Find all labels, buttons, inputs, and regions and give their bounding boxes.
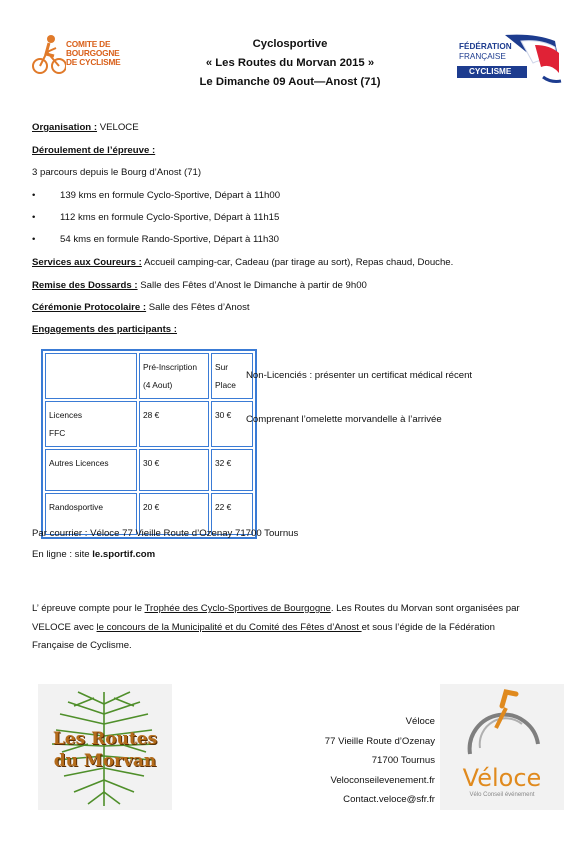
trophee-paragraph: [32, 600, 552, 656]
bullet-icon: •: [32, 212, 36, 223]
table-row: [45, 449, 253, 491]
table-cell: 32 €: [211, 449, 253, 491]
veloce-logo-tagline: Vélo Conseil événement: [469, 792, 535, 798]
comite-line-1: COMITE DE: [66, 39, 111, 49]
services-line: [32, 257, 453, 268]
engagements-table: [41, 349, 257, 539]
parcours-item: 112 kms en formule Cyclo-Sportive, Départ à 11h15: [60, 212, 280, 223]
paragraph-text: VELOCE avec: [32, 621, 97, 633]
table-cell: Licences FFC: [45, 401, 137, 447]
table-cell: 30 €: [139, 449, 209, 491]
bullet-icon: •: [32, 190, 36, 201]
non-licencies-note: Non-Licenciés : présenter un certificat médical récent: [246, 370, 473, 381]
header-line-3: Le Dimanche 09 Aout—Anost (71): [199, 76, 381, 88]
bullet-icon: •: [32, 234, 36, 245]
table-cell: 28 €: [139, 401, 209, 447]
dossards-line: [32, 280, 367, 291]
organisation-line: [32, 122, 139, 133]
footer-line: 77 Vieille Route d’Ozenay: [324, 735, 435, 747]
table-header-cell: Sur Place: [211, 353, 253, 399]
table-cell: 20 €: [139, 493, 209, 535]
table-cell: 30 €: [211, 401, 253, 447]
deroulement-label-line: [32, 145, 155, 156]
paragraph-text: L’ épreuve compte pour le: [32, 603, 145, 614]
deroulement-intro: 3 parcours depuis le Bourg d’Anost (71): [32, 167, 202, 178]
veloce-logo-title: Véloce: [462, 764, 542, 792]
enligne-prefix: En ligne : site: [32, 549, 93, 560]
services-label: Services aux Coureurs :: [32, 257, 142, 268]
paragraph-text: . Les Routes du Morvan sont organisées par: [330, 603, 520, 614]
footer-line: 71700 Tournus: [371, 755, 435, 766]
enligne-line: [32, 549, 155, 560]
ffc-logo: [455, 33, 563, 89]
engagements-label: Engagements des participants :: [32, 324, 178, 335]
header-line-1: Cyclosportive: [252, 38, 328, 50]
table-header-cell: [45, 353, 137, 399]
footer-contact: [325, 712, 435, 810]
ceremonie-line: [32, 302, 250, 313]
table-header-cell: Pré-Inscription (4 Aout): [139, 353, 209, 399]
comite-line-3: DE CYCLISME: [66, 57, 121, 67]
paragraph-text: et sous l’égide de la Fédération: [361, 621, 495, 633]
concours-link[interactable]: le concours de la Municipalité et du Comité des Fêtes d’Anost: [96, 621, 362, 633]
table-cell: 22 €: [211, 493, 253, 535]
comite-line-2: BOURGOGNE: [66, 48, 120, 58]
parcours-item: 54 kms en formule Rando-Sportive, Départ à 11h30: [60, 234, 279, 245]
dossards-value: Salle des Fêtes d’Anost le Dimanche à partir de 9h00: [137, 280, 367, 291]
header-line-2: « Les Routes du Morvan 2015 »: [205, 57, 375, 69]
trophee-link[interactable]: Trophée des Cyclo-Sportives de Bourgogne: [144, 603, 331, 614]
page-header: [140, 35, 440, 92]
footer-line: Véloce: [405, 716, 435, 727]
ceremonie-label: Cérémonie Protocolaire :: [32, 302, 147, 313]
services-value: Accueil camping-car, Cadeau (par tirage au sort), Repas chaud, Douche.: [141, 257, 454, 268]
ffc-line-2: FRANÇAISE: [459, 52, 506, 61]
routes-logo-line-1: Les Routes: [52, 729, 158, 749]
omelette-note: Comprenant l’omelette morvandelle à l’arrivée: [246, 414, 442, 425]
dossards-label: Remise des Dossards :: [32, 280, 138, 291]
table-row: [45, 401, 253, 447]
courrier-line: Par courrier : Véloce 77 Vieille Route d’Ozenay 71700 Tournus: [32, 528, 299, 539]
table-cell: Autres Licences: [45, 449, 137, 491]
paragraph-text: Française de Cyclisme.: [32, 640, 132, 651]
footer-website[interactable]: Veloconseilevenement.fr: [330, 774, 435, 786]
deroulement-label: Déroulement de l’épreuve :: [32, 145, 156, 156]
veloce-logo: [440, 684, 564, 810]
organisation-label: Organisation :: [32, 122, 98, 133]
routes-logo-line-2: du Morvan: [53, 751, 157, 771]
organisation-value: VELOCE: [97, 122, 139, 133]
table-cell: Randosportive: [45, 493, 137, 535]
parcours-item: 139 kms en formule Cyclo-Sportive, Départ à 11h00: [60, 190, 281, 201]
engagements-label-line: [32, 324, 177, 335]
table-header-row: [45, 353, 253, 399]
cyclist-icon: [32, 32, 66, 76]
footer-email[interactable]: Contact.veloce@sfr.fr: [343, 794, 435, 805]
ffc-line-1: FÉDÉRATION: [459, 42, 512, 51]
ffc-line-3: CYCLISME: [469, 67, 512, 76]
comite-bourgogne-logo: [32, 30, 142, 78]
routes-morvan-logo: [38, 684, 172, 810]
ceremonie-value: Salle des Fêtes d’Anost: [146, 302, 250, 313]
sportif-link[interactable]: le.sportif.com: [92, 549, 156, 560]
